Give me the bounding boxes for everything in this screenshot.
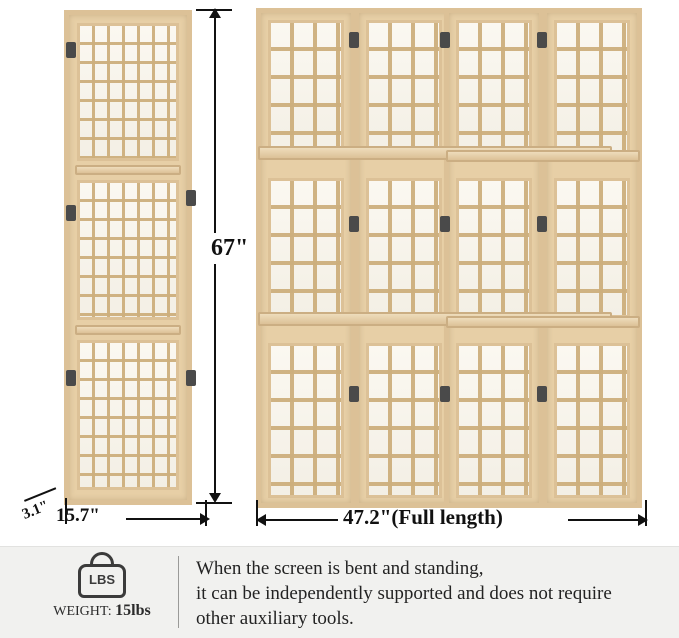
open-panel-1-section-middle xyxy=(268,178,344,318)
caption-line-2: it can be independently supported and does not require xyxy=(196,583,612,604)
caption-line-1: When the screen is bent and standing, xyxy=(196,558,484,579)
weight-text xyxy=(36,602,168,620)
folded-shelf-top xyxy=(75,165,181,175)
open-panel-3-section-middle xyxy=(456,178,532,318)
open-panel-4 xyxy=(542,8,642,508)
full-length-dimension-line-right xyxy=(568,519,640,521)
open-panel-3 xyxy=(444,8,544,508)
full-length-dimension-line-left xyxy=(266,519,338,521)
folded-width-dimension-line xyxy=(126,518,204,520)
open-panel-4-section-bottom xyxy=(554,343,630,498)
hinge-right-bottom xyxy=(186,370,196,386)
folded-shelf-bottom xyxy=(75,325,181,335)
folded-section-top xyxy=(77,23,179,161)
open-shelf-right-lower xyxy=(446,316,640,328)
open-panel-1-section-bottom xyxy=(268,343,344,498)
height-label: 67" xyxy=(205,233,254,264)
hinge-left-middle xyxy=(66,205,76,221)
open-panel-2 xyxy=(354,8,454,508)
hinge-right-top xyxy=(186,190,196,206)
height-tick-bottom xyxy=(196,502,232,504)
open-shelf-right-upper xyxy=(446,150,640,162)
caption-line-3: other auxiliary tools. xyxy=(196,608,354,629)
open-panel-1-section-top xyxy=(268,20,344,158)
thickness-label: 3.1" xyxy=(20,497,52,523)
open-panel-1 xyxy=(256,8,356,508)
folded-width-label: 15.7" xyxy=(56,505,100,526)
open-hinge-2-3-middle xyxy=(440,216,450,232)
hinge-left-bottom xyxy=(66,370,76,386)
full-length-label: 47.2"(Full length) xyxy=(343,505,503,529)
open-panel-4-section-top xyxy=(554,20,630,158)
hinge-left-top xyxy=(66,42,76,58)
open-hinge-3-4-top xyxy=(537,32,547,48)
folded-screen-panel xyxy=(64,10,192,505)
open-hinge-3-4-middle xyxy=(537,216,547,232)
open-panel-2-section-top xyxy=(366,20,442,158)
weight-block xyxy=(36,552,168,620)
open-panel-2-section-bottom xyxy=(366,343,442,498)
caption-text xyxy=(196,556,666,631)
open-hinge-1-2-top xyxy=(349,32,359,48)
open-hinge-2-3-bottom xyxy=(440,386,450,402)
full-length-tick-right xyxy=(645,500,647,526)
open-panel-4-section-middle xyxy=(554,178,630,318)
height-tick-top xyxy=(196,9,232,11)
weight-icon xyxy=(75,552,129,598)
open-hinge-2-3-top xyxy=(440,32,450,48)
full-length-tick-left xyxy=(256,500,258,526)
open-hinge-1-2-bottom xyxy=(349,386,359,402)
open-panel-3-section-top xyxy=(456,20,532,158)
folded-section-middle xyxy=(77,180,179,320)
open-hinge-1-2-middle xyxy=(349,216,359,232)
weight-icon-label: LBS xyxy=(89,572,115,587)
open-hinge-3-4-bottom xyxy=(537,386,547,402)
caption-divider xyxy=(178,556,179,628)
open-panel-3-section-bottom xyxy=(456,343,532,498)
open-panel-2-section-middle xyxy=(366,178,442,318)
folded-width-tick-right xyxy=(205,500,207,526)
weight-value: 15lbs xyxy=(115,602,151,619)
weight-label: WEIGHT: xyxy=(53,604,112,619)
folded-section-bottom xyxy=(77,340,179,490)
